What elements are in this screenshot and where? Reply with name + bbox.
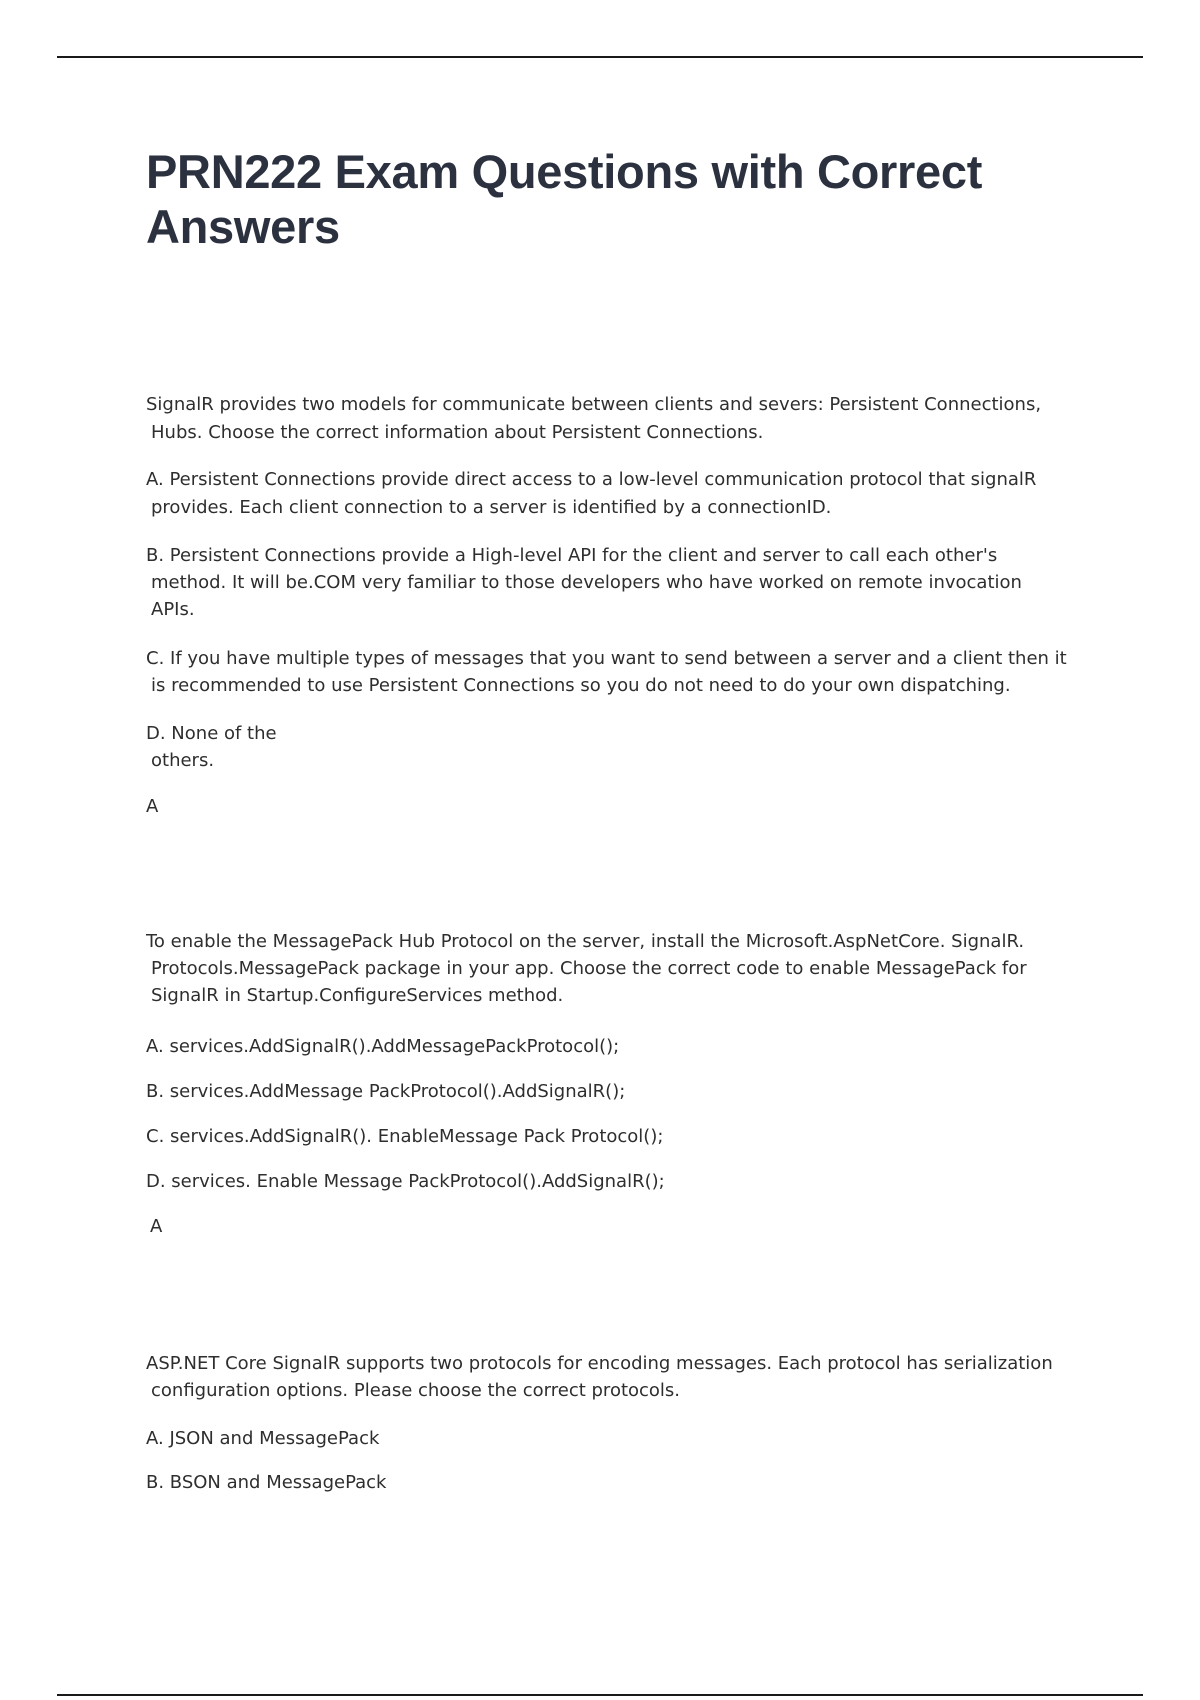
option-text: B. services.AddMessage PackProtocol().AddSignalR(); <box>146 1081 626 1102</box>
question-block-1 <box>146 391 1071 447</box>
question-3-option-b <box>146 1469 1071 1497</box>
option-text: A. Persistent Connections provide direct access to a low-level communication protocol that signalR provides. Each client connection to a server is identified by a connectionID. <box>146 469 1037 518</box>
question-block-2 <box>146 928 1071 1009</box>
question-2-option-b <box>146 1078 1071 1106</box>
top-rule <box>57 56 1143 58</box>
question-text: SignalR provides two models for communicate between clients and severs: Persistent Connections, Hubs. Choose the correct information about Persistent Connections. <box>146 394 1042 443</box>
question-block-3 <box>146 1350 1071 1404</box>
question-1-answer <box>146 793 1071 821</box>
question-2-option-d <box>146 1168 1071 1196</box>
question-2-answer <box>150 1213 1075 1241</box>
question-1-option-b <box>146 542 1071 623</box>
question-text: To enable the MessagePack Hub Protocol on the server, install the Microsoft.AspNetCore. SignalR. Protocols.MessagePack package in your app. Choose the correct code to enable MessagePack for SignalR in Startup.ConfigureServices method. <box>146 931 1027 1006</box>
answer-text: A <box>150 1216 163 1237</box>
option-text: B. BSON and MessagePack <box>146 1472 387 1493</box>
option-text: C. If you have multiple types of messages that you want to send between a server and a client then it is recommended to use Persistent Connections so you do not need to do your own dispatching. <box>146 648 1067 696</box>
question-1-option-a <box>146 466 1071 522</box>
option-text: B. Persistent Connections provide a High-level API for the client and server to call each other's method. It will be.COM very familiar to those developers who have worked on remote invocation APIs. <box>146 545 1022 620</box>
question-1-option-c <box>146 645 1071 699</box>
option-text: D. services. Enable Message PackProtocol().AddSignalR(); <box>146 1171 665 1192</box>
answer-text: A <box>146 796 159 817</box>
option-text: D. None of the others. <box>146 723 277 771</box>
question-2-option-c <box>146 1123 1071 1151</box>
question-text: ASP.NET Core SignalR supports two protocols for encoding messages. Each protocol has serialization configuration options. Please choose the correct protocols. <box>146 1353 1053 1401</box>
option-text: C. services.AddSignalR(). EnableMessage Pack Protocol(); <box>146 1126 664 1147</box>
bottom-rule <box>57 1694 1143 1696</box>
option-text: A. JSON and MessagePack <box>146 1428 380 1449</box>
question-3-option-a <box>146 1425 1071 1453</box>
question-2-option-a <box>146 1033 1071 1061</box>
question-1-option-d <box>146 720 296 774</box>
document-title: PRN222 Exam Questions with Correct Answers <box>146 145 983 253</box>
option-text: A. services.AddSignalR().AddMessagePackProtocol(); <box>146 1036 620 1057</box>
